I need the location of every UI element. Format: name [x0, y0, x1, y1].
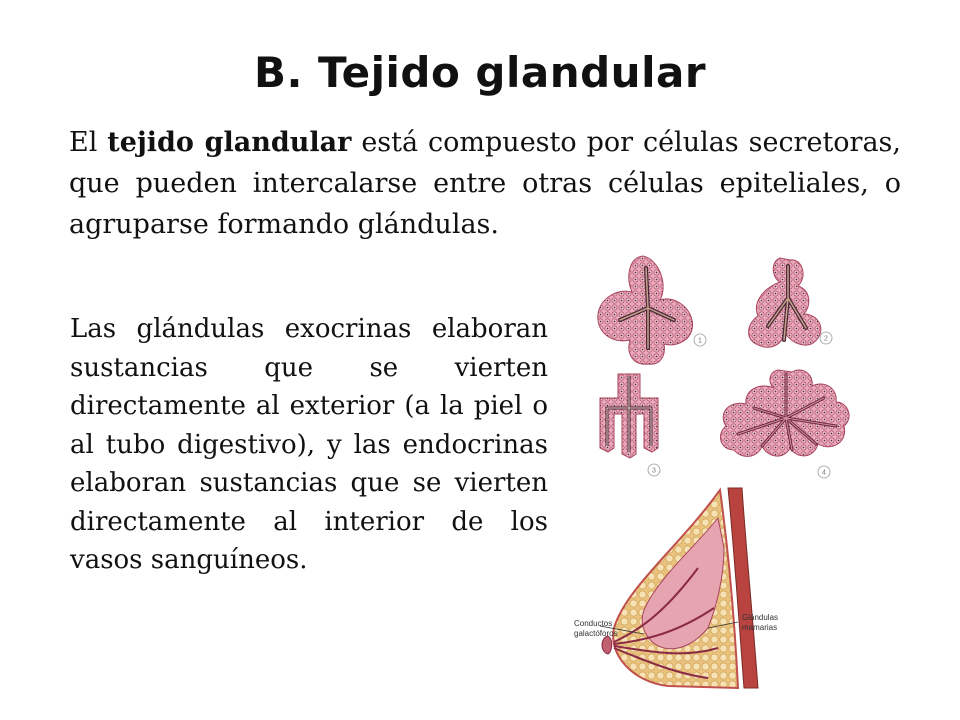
intro-rest: está compuesto por células secretoras, que pueden intercalarse entre otras células epiteliales, o agruparse formando glándulas. [69, 127, 901, 240]
gland-3-number: 3 [652, 467, 656, 475]
gland-3-illustration [600, 374, 660, 476]
intro-bold-term: tejido glandular [107, 127, 352, 158]
gland-4-number: 4 [822, 469, 826, 477]
gland-illustrations-svg [548, 248, 960, 690]
label-conductos: Conductos [574, 619, 613, 628]
gland-1-number: 1 [698, 337, 702, 345]
gland-2-illustration [749, 258, 832, 347]
gland-1-illustration [598, 256, 706, 364]
label-galactoforos: galactóforos [574, 629, 618, 638]
intro-paragraph [69, 122, 901, 245]
label-glandulas: Glándulas [742, 613, 779, 622]
mammary-gland-illustration [600, 488, 758, 688]
gland-2-number: 2 [824, 335, 828, 343]
slide-title: B. Tejido glandular [253, 48, 707, 97]
label-mamarias: mamarias [742, 623, 778, 632]
glands-paragraph: Las glándulas exocrinas elaboran sustancias que se vierten directamente al exterior (a la piel o al tubo digestivo), y las endocrinas elaboran sustancias que se vierten directamente al interior de los vasos sanguíneos. [70, 314, 548, 575]
intro-prefix: El [69, 127, 108, 158]
gland-illustrations [548, 248, 960, 690]
gland-4-illustration [720, 370, 849, 478]
